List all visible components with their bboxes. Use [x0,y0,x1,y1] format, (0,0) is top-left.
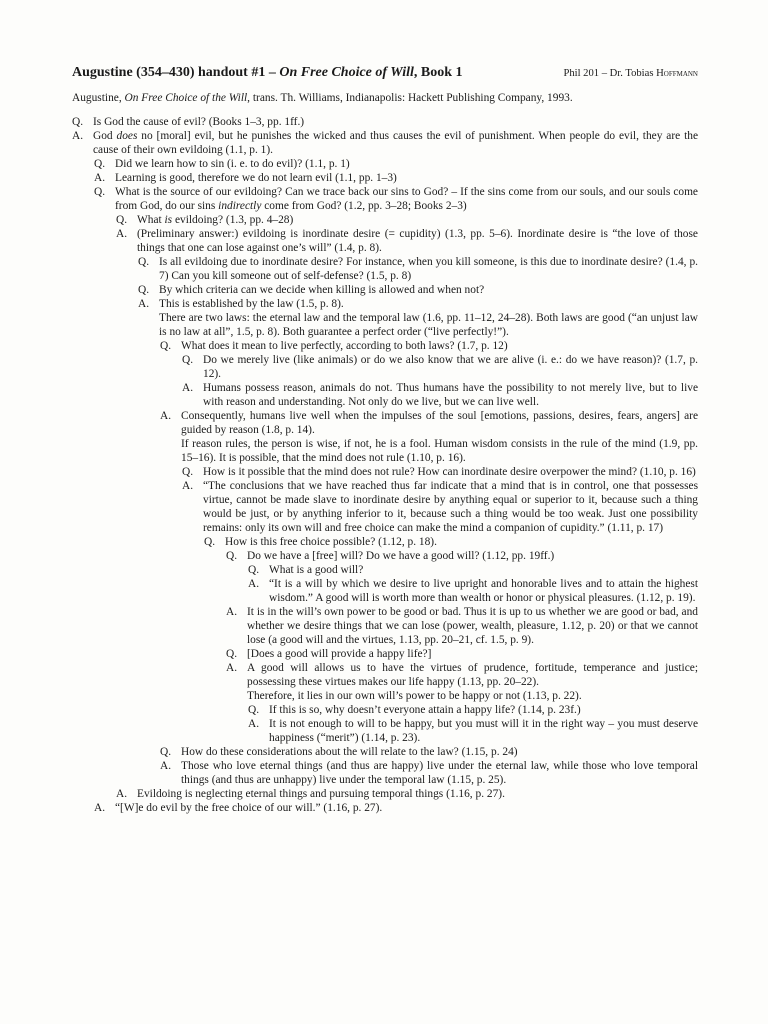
answer-entry [72,227,698,255]
entry-marker: A. [94,172,106,184]
entry-text: A good will allows us to have the virtues of prudence, fortitude, temperance and justice; possessing these virtues makes our life happy (1.13, pp. 20–22). [247,662,698,688]
question-entry [72,185,698,213]
entry-text: God does no [moral] evil, but he punishes the wicked and thus causes the evil of punishment. When people do evil, they are the cause of their own evildoing (1.1, p. 1). [93,130,698,156]
entry-text: [Does a good will provide a happy life?] [247,648,432,660]
entry-marker: A. [226,662,238,674]
entry-marker: Q. [138,284,150,296]
answer-entry [72,759,698,787]
entry-marker: Q. [182,466,194,478]
entry-text: Did we learn how to sin (i. e. to do evil)? (1.1, p. 1) [115,158,350,170]
question-entry [72,745,698,759]
question-entry [72,535,698,549]
entry-marker: Q. [160,340,172,352]
entry-marker: A. [138,298,150,310]
answer-entry [72,129,698,157]
entry-text: This is established by the law (1.5, p. 8). [159,298,344,310]
entry-marker: A. [248,578,260,590]
continuation-paragraph: Therefore, it lies in our own will’s power to be happy or not (1.13, p. 22). [247,690,582,702]
entry-text: “[W]e do evil by the free choice of our will.” (1.16, p. 27). [115,802,383,814]
entry-text: By which criteria can we decide when killing is allowed and when not? [159,284,485,296]
question-entry [72,353,698,381]
entry-marker: Q. [226,648,238,660]
answer-entry [72,661,698,689]
entry-marker: Q. [94,186,106,198]
entry-text: It is not enough to will to be happy, but you must will it in the right way – you must deserve happiness (“merit”) (1.14, p. 23). [269,718,698,744]
entry-text: Do we have a [free] will? Do we have a good will? (1.12, pp. 19ff.) [247,550,555,562]
answer-entry [72,171,698,185]
question-entry [72,703,698,717]
question-entry [72,549,698,563]
entry-text: Evildoing is neglecting eternal things and pursuing temporal things (1.16, p. 27). [137,788,505,800]
entry-marker: A. [160,410,172,422]
entry-marker: Q. [248,564,260,576]
answer-entry [72,577,698,605]
answer-entry [72,479,698,535]
page-title: Augustine (354–430) handout #1 – On Free Choice of Will, Book 1 [72,65,463,80]
entry-marker: Q. [138,256,150,268]
entry-marker: Q. [204,536,216,548]
entry-marker: A. [72,130,84,142]
entry-text: How is this free choice possible? (1.12, p. 18). [225,536,437,548]
entry-text: How is it possible that the mind does not rule? How can inordinate desire overpower the mind? (1.10, p. 16) [203,466,696,478]
entry-marker: Q. [94,158,106,170]
answer-entry [72,787,698,801]
entry-marker: Q. [116,214,128,226]
entry-marker: A. [94,802,106,814]
entry-text: Consequently, humans live well when the impulses of the soul [emotions, passions, desires, fears, angers] are guided by reason (1.8, p. 14). [181,410,698,436]
question-entry [72,563,698,577]
entry-text: Those who love eternal things (and thus are happy) live under the eternal law, while those who love temporal things (and thus are unhappy) live under the temporal law (1.15, p. 25). [181,760,698,786]
entry-text: Humans possess reason, animals do not. Thus humans have the possibility to not merely live, but to live with reason and understanding. Not only do we live, but we can live well. [203,382,698,408]
answer-entry [72,717,698,745]
course-info: Phil 201 – Dr. Tobias Hoffmann [563,68,698,79]
entry-text: Do we merely live (like animals) or do we also know that we are alive (i. e.: do we have reason)? (1.7, p. 12). [203,354,698,380]
entry-text: What is a good will? [269,564,364,576]
entry-text: “The conclusions that we have reached thus far indicate that a mind that is in control, one that possesses virtue, cannot be made slave to inordinate desire by anything equal or superior to it, because such a thing would be just, or by anything inferior to it, because such a thing would be too weak. Just one possibility remains: only its own will and free choice can make the mind a companion of cupidity.” (1.11, p. 17) [203,480,698,534]
answer-entry [72,297,698,311]
entry-marker: A. [248,718,260,730]
question-entry [72,157,698,171]
entry-text: It is in the will’s own power to be good or bad. Thus it is up to us whether we are good or bad, and whether we desire things that we can lose (power, wealth, pleasure, 1.12, p. 20) or that we cannot lose (a good will and the virtues, 1.13, pp. 20–21, cf. 1.5, p. 9). [247,606,698,646]
entry-text: What is the source of our evildoing? Can we trace back our sins to God? – If the sins come from our souls, and our souls come from God, do our sins indirectly come from God? (1.2, pp. 3–28; Books 2–3) [115,186,698,212]
entry-marker: Q. [182,354,194,366]
entry-marker: A. [226,606,238,618]
bibliographic-citation: Augustine, On Free Choice of the Will, trans. Th. Williams, Indianapolis: Hackett Publishing Company, 1993. [72,92,573,104]
entry-marker: A. [116,228,128,240]
answer-entry [72,409,698,437]
entry-text: Is all evildoing due to inordinate desire? For instance, when you kill someone, is this due to inordinate desire? (1.4, p. 7) Can you kill someone out of self-defense? (1.5, p. 8) [159,256,698,282]
entry-text: Learning is good, therefore we do not learn evil (1.1, pp. 1–3) [115,172,397,184]
continuation-paragraph: If reason rules, the person is wise, if not, he is a fool. Human wisdom consists in the rule of the mind (1.9, pp. 15–16). It is possible, that the mind does not rule (1.10, p. 16). [181,438,698,464]
question-entry [72,115,698,129]
answer-entry [72,381,698,409]
entry-marker: A. [160,760,172,772]
entry-marker: Q. [72,116,84,128]
entry-marker: Q. [248,704,260,716]
entry-marker: A. [116,788,128,800]
entry-text: If this is so, why doesn’t everyone attain a happy life? (1.14, p. 23f.) [269,704,581,716]
entry-marker: Q. [160,746,172,758]
answer-entry [72,605,698,647]
entry-marker: A. [182,480,194,492]
entry-text: Is God the cause of evil? (Books 1–3, pp. 1ff.) [93,116,305,128]
answer-entry [72,801,698,815]
question-answer-outline [72,115,698,815]
question-entry [72,255,698,283]
entry-text: “It is a will by which we desire to live upright and honorable lives and to attain the highest wisdom.” A good will is worth more than wealth or honor or physical pleasures. (1.12, p. 19). [269,578,698,604]
entry-text: What is evildoing? (1.3, pp. 4–28) [137,214,294,226]
continuation-paragraph: There are two laws: the eternal law and the temporal law (1.6, pp. 11–12, 24–28). Both laws are good (“an unjust law is no law at all”, 1.5, p. 8). Both guarantee a perfect order (“live perfectly!”). [159,312,698,338]
question-entry [72,465,698,479]
entry-text: What does it mean to live perfectly, according to both laws? (1.7, p. 12) [181,340,508,352]
entry-marker: Q. [226,550,238,562]
entry-text: How do these considerations about the will relate to the law? (1.15, p. 24) [181,746,518,758]
question-entry [72,283,698,297]
page-header [72,66,698,81]
entry-text: (Preliminary answer:) evildoing is inordinate desire (= cupidity) (1.3, pp. 5–6). Inordinate desire is “the love of those things that one can lose against one’s will” (1.4, p. 8). [137,228,698,254]
question-entry [72,647,698,661]
entry-marker: A. [182,382,194,394]
question-entry [72,339,698,353]
question-entry [72,213,698,227]
